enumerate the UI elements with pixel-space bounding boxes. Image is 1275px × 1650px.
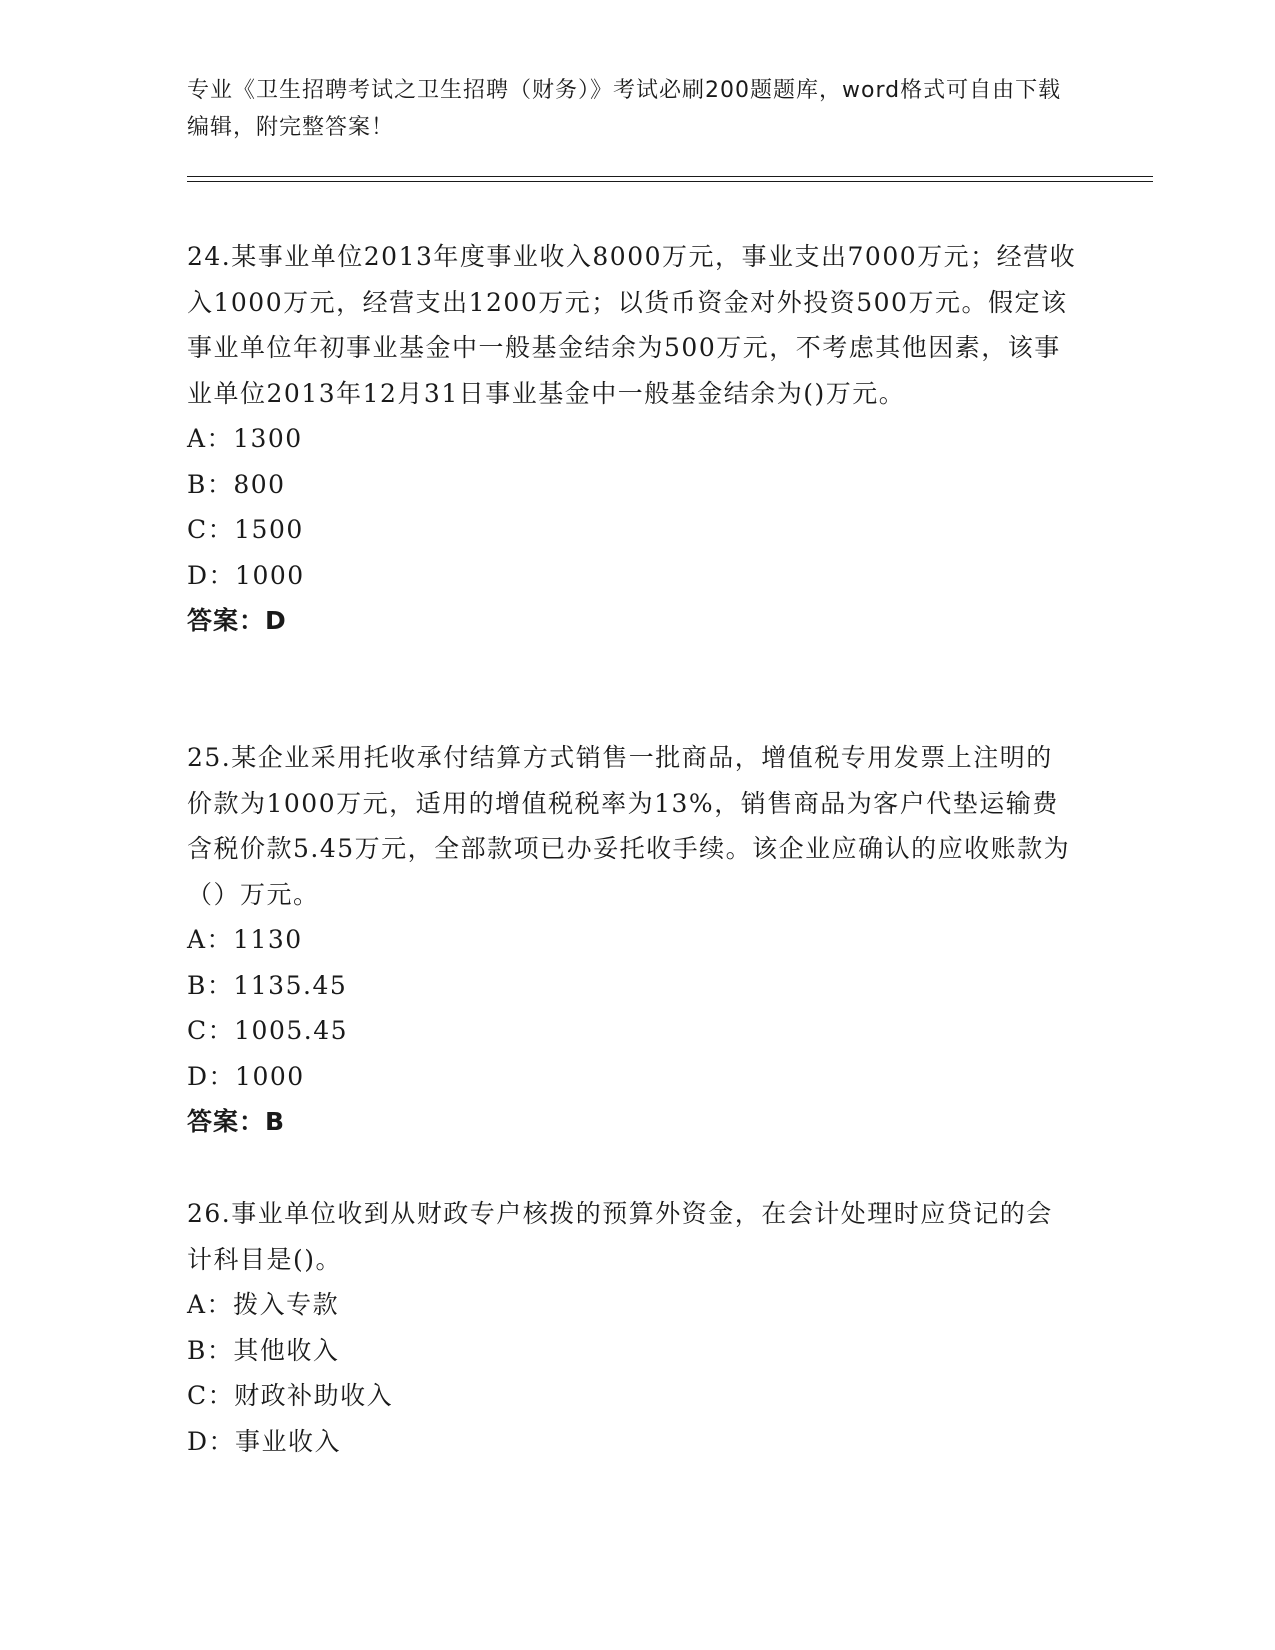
option-letter: B：: [187, 469, 234, 499]
option-letter: D：: [187, 560, 236, 590]
option-text: 800: [233, 469, 286, 499]
option-d: [187, 1419, 1077, 1465]
option-letter: B：: [187, 970, 234, 1000]
option-letter: A：: [187, 424, 234, 453]
option-text: 财政补助收入: [234, 1381, 394, 1410]
question-24: [187, 234, 1077, 644]
option-text: 1130: [233, 925, 303, 954]
option-text: 其他收入: [233, 1335, 340, 1365]
answer: 答案：D: [187, 606, 287, 635]
question-stem: 24.某事业单位2013年度事业收入8000万元，事业支出7000万元；经营收入1000万元，经营支出1200万元；以货币资金对外投资500万元。假定该事业单位年初事业基金中一般基金结余为500万元，不考虑其他因素，该事业单位2013年12月31日事业基金中一般基金结余为()万元。: [187, 242, 1077, 408]
option-b: [187, 963, 1077, 1009]
option-c: [187, 1373, 1077, 1419]
document-header: 专业《卫生招聘考试之卫生招聘（财务）》考试必刷200题题库，word格式可自由下载编辑，附完整答案！: [187, 78, 1062, 140]
option-letter: C：: [187, 1016, 235, 1045]
option-letter: B：: [187, 1335, 234, 1365]
option-a: [187, 917, 1077, 963]
option-letter: D：: [187, 1061, 236, 1091]
option-letter: A：: [187, 925, 234, 954]
option-text: 拨入专款: [233, 1290, 340, 1319]
answer: 答案：B: [187, 1107, 286, 1136]
option-text: 1500: [234, 515, 304, 544]
option-a: [187, 416, 1077, 462]
question-25: [187, 735, 1077, 1145]
option-text: 1000: [235, 1061, 305, 1091]
option-c: [187, 1008, 1077, 1054]
question-stem: 25.某企业采用托收承付结算方式销售一批商品，增值税专用发票上注明的价款为1000万元，适用的增值税税率为13%，销售商品为客户代垫运输费含税价款5.45万元，全部款项已办妥托收手续。该企业应确认的应收账款为（）万元。: [187, 743, 1071, 909]
option-letter: A：: [187, 1290, 234, 1319]
question-stem: 26.事业单位收到从财政专户核拨的预算外资金，在会计处理时应贷记的会计科目是()。: [187, 1199, 1053, 1274]
option-text: 1135.45: [233, 970, 348, 1000]
option-text: 1005.45: [234, 1016, 349, 1045]
option-b: [187, 462, 1077, 508]
question-26: [187, 1191, 1077, 1464]
option-c: [187, 507, 1077, 553]
header-divider-bottom: [187, 181, 1153, 182]
option-d: [187, 553, 1077, 599]
option-a: [187, 1282, 1077, 1328]
option-letter: C：: [187, 1381, 235, 1410]
option-text: 1300: [233, 424, 303, 453]
option-letter: C：: [187, 515, 235, 544]
option-letter: D：: [187, 1426, 236, 1456]
option-text: 事业收入: [235, 1426, 342, 1456]
option-d: [187, 1054, 1077, 1100]
header-divider-top: [187, 176, 1153, 177]
option-b: [187, 1328, 1077, 1374]
option-text: 1000: [235, 560, 305, 590]
